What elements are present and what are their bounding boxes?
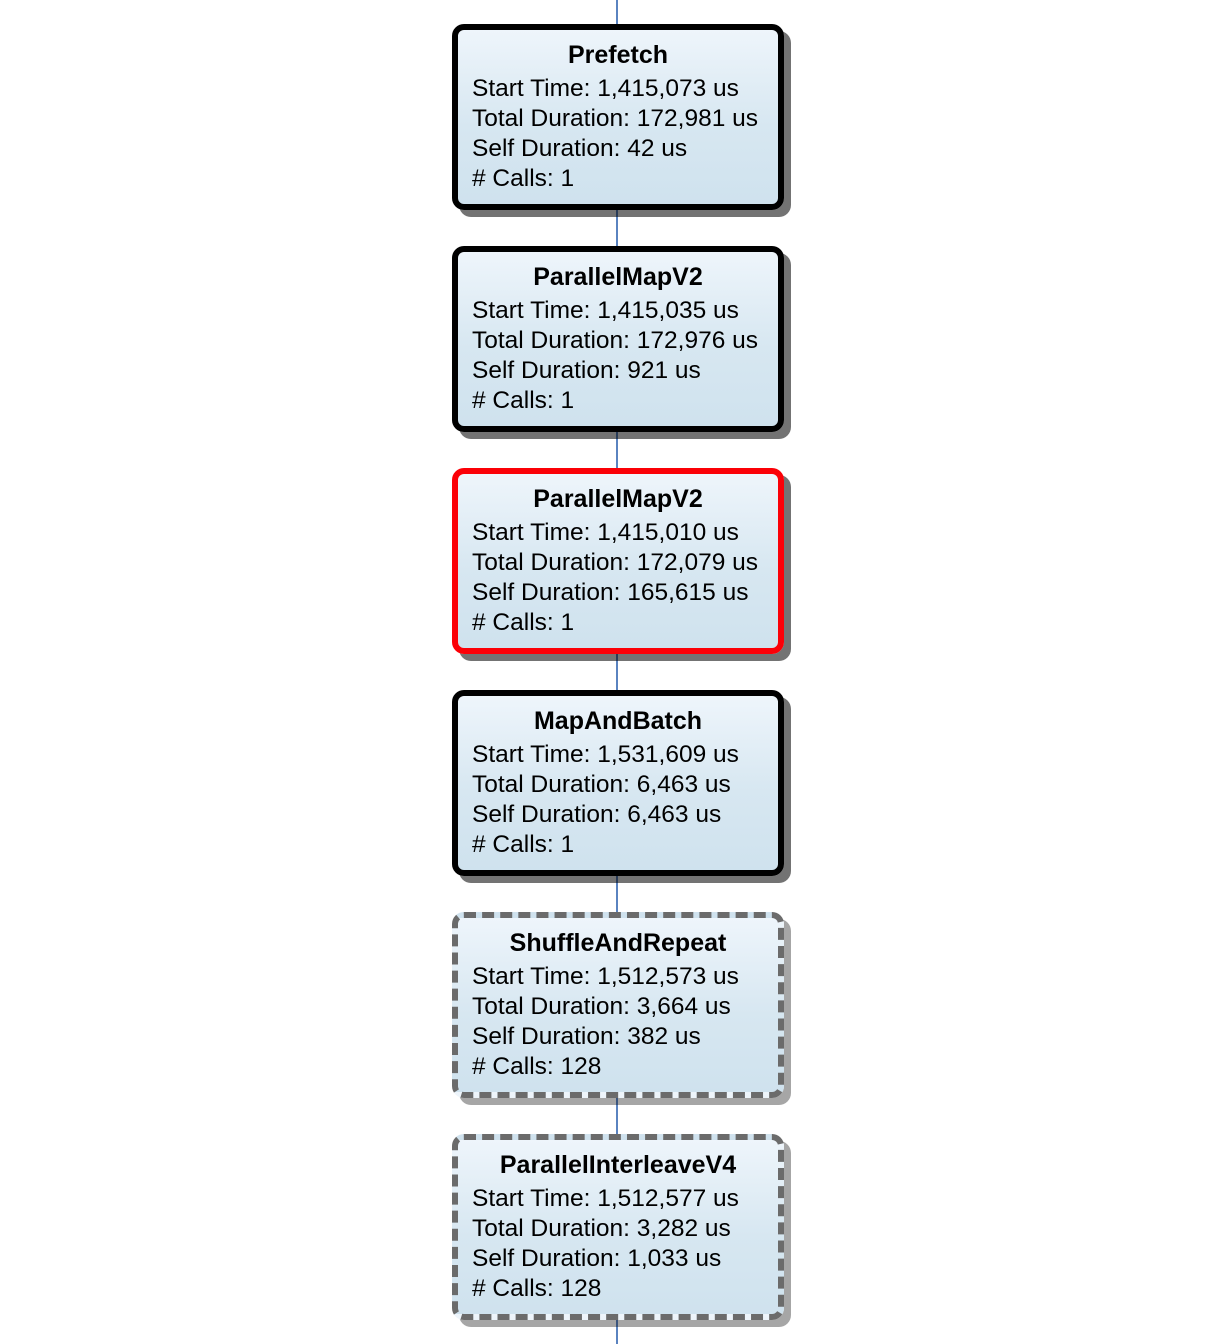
node-calls: # Calls: 1 xyxy=(472,609,575,636)
pipeline-node-mapandbatch[interactable] xyxy=(452,690,784,876)
node-self-duration: Self Duration: 165,615 us xyxy=(472,579,749,606)
node-self-duration: Self Duration: 382 us xyxy=(472,1023,701,1050)
pipeline-node-parallelmapv2[interactable] xyxy=(452,246,784,432)
node-total-duration: Total Duration: 3,664 us xyxy=(472,993,731,1020)
node-self-duration: Self Duration: 921 us xyxy=(472,357,701,384)
node-start-time: Start Time: 1,512,577 us xyxy=(472,1185,739,1212)
node-start-time: Start Time: 1,531,609 us xyxy=(472,741,739,768)
node-self-duration: Self Duration: 6,463 us xyxy=(472,801,722,828)
edge-parallelmapv2-selected-to-mapandbatch xyxy=(616,652,618,692)
node-title: ParallelMapV2 xyxy=(533,485,703,513)
pipeline-node-parallelinterleavev4[interactable] xyxy=(452,1134,784,1320)
node-start-time: Start Time: 1,415,035 us xyxy=(472,297,739,324)
edge-prefetch-to-parallelmapv2 xyxy=(616,208,618,248)
node-title: ShuffleAndRepeat xyxy=(509,929,727,957)
node-self-duration: Self Duration: 42 us xyxy=(472,135,688,162)
node-calls: # Calls: 1 xyxy=(472,165,575,192)
node-calls: # Calls: 1 xyxy=(472,387,575,414)
pipeline-node-shuffleandrepeat[interactable] xyxy=(452,912,784,1098)
edge-bottom-exit xyxy=(616,1318,618,1344)
edge-mapandbatch-to-shuffleandrepeat xyxy=(616,874,618,914)
edge-parallelmapv2-to-parallelmapv2-selected xyxy=(616,430,618,470)
node-calls: # Calls: 128 xyxy=(472,1275,602,1302)
node-title: MapAndBatch xyxy=(533,707,703,735)
edge-top-entry xyxy=(616,0,618,26)
node-start-time: Start Time: 1,415,073 us xyxy=(472,75,739,102)
node-self-duration: Self Duration: 1,033 us xyxy=(472,1245,722,1272)
node-title: ParallelInterleaveV4 xyxy=(499,1151,737,1179)
node-start-time: Start Time: 1,512,573 us xyxy=(472,963,739,990)
node-total-duration: Total Duration: 6,463 us xyxy=(472,771,731,798)
node-total-duration: Total Duration: 172,976 us xyxy=(472,327,759,354)
node-total-duration: Total Duration: 172,079 us xyxy=(472,549,759,576)
edge-shuffleandrepeat-to-parallelinterleavev4 xyxy=(616,1096,618,1136)
pipeline-node-parallelmapv2-selected[interactable] xyxy=(452,468,784,654)
node-start-time: Start Time: 1,415,010 us xyxy=(472,519,739,546)
node-total-duration: Total Duration: 172,981 us xyxy=(472,105,759,132)
node-calls: # Calls: 1 xyxy=(472,831,575,858)
node-total-duration: Total Duration: 3,282 us xyxy=(472,1215,731,1242)
node-calls: # Calls: 128 xyxy=(472,1053,602,1080)
node-title: Prefetch xyxy=(567,41,669,69)
pipeline-node-prefetch[interactable] xyxy=(452,24,784,210)
node-title: ParallelMapV2 xyxy=(533,263,703,291)
